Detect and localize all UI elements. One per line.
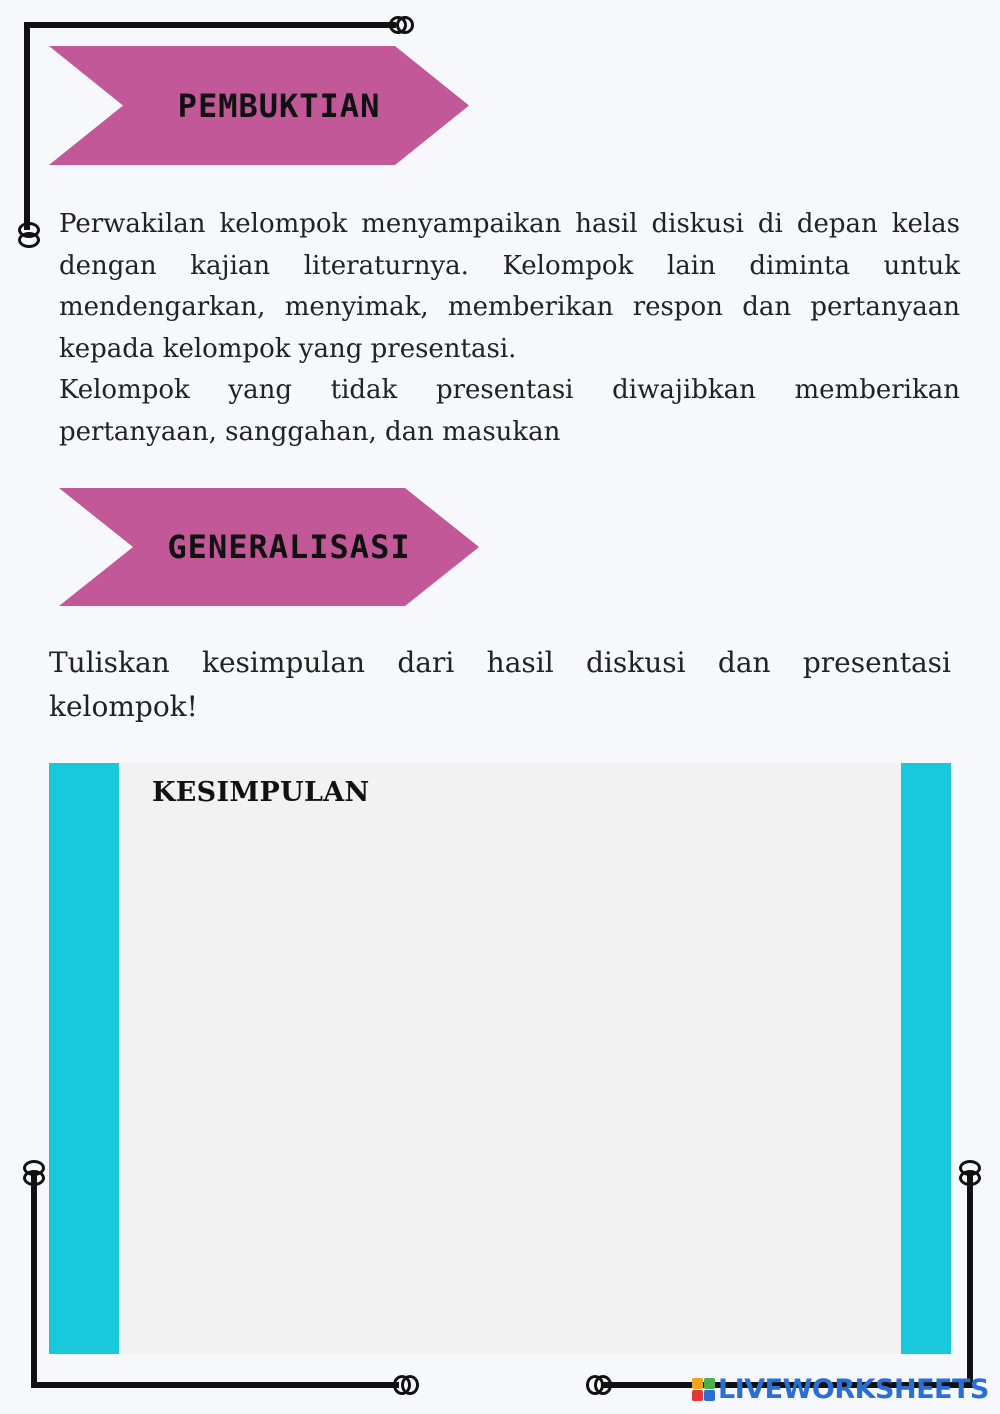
liveworksheets-logo-text: LIVEWORKSHEETS	[718, 1373, 989, 1405]
banner-title: PEMBUKTIAN	[177, 86, 381, 125]
frame-ring-icon	[23, 1170, 45, 1186]
frame-line-left-bottom	[31, 1174, 37, 1388]
pembuktian-text	[59, 204, 960, 453]
kesimpulan-box	[49, 763, 951, 1354]
banner-title: GENERALISASI	[167, 528, 411, 566]
frame-ring-icon	[18, 232, 40, 248]
frame-ring-icon	[594, 1375, 612, 1395]
liveworksheets-logo-icon	[692, 1378, 715, 1401]
frame-ring-icon	[401, 1375, 419, 1395]
generalisasi-instruction: Tuliskan kesimpulan dari hasil diskusi dan presentasi kelompok!	[49, 646, 951, 723]
frame-line-left-top	[24, 22, 30, 230]
section-banner-pembuktian	[49, 46, 469, 165]
paragraph: Perwakilan kelompok menyampaikan hasil diskusi di depan kelas dengan kajian literaturnya. Kelompok lain diminta untuk mendengarkan, menyimak, memberikan respon dan pertanyaan kepada kelompok yang presentasi.	[59, 209, 960, 364]
frame-line-bottom-left	[31, 1382, 399, 1388]
accent-bar-left	[49, 763, 119, 1354]
kesimpulan-input[interactable]	[119, 823, 901, 1354]
paragraph: Kelompok yang tidak presentasi diwajibkan memberikan pertanyaan, sanggahan, dan masukan	[59, 375, 960, 447]
frame-ring-icon	[959, 1170, 981, 1186]
liveworksheets-logo	[692, 1374, 989, 1404]
frame-line-top	[24, 22, 396, 28]
frame-ring-icon	[396, 16, 414, 34]
accent-bar-right	[901, 763, 951, 1354]
frame-line-right-bottom	[967, 1174, 973, 1388]
kesimpulan-label: KESIMPULAN	[152, 777, 370, 808]
section-banner-generalisasi	[59, 488, 479, 606]
